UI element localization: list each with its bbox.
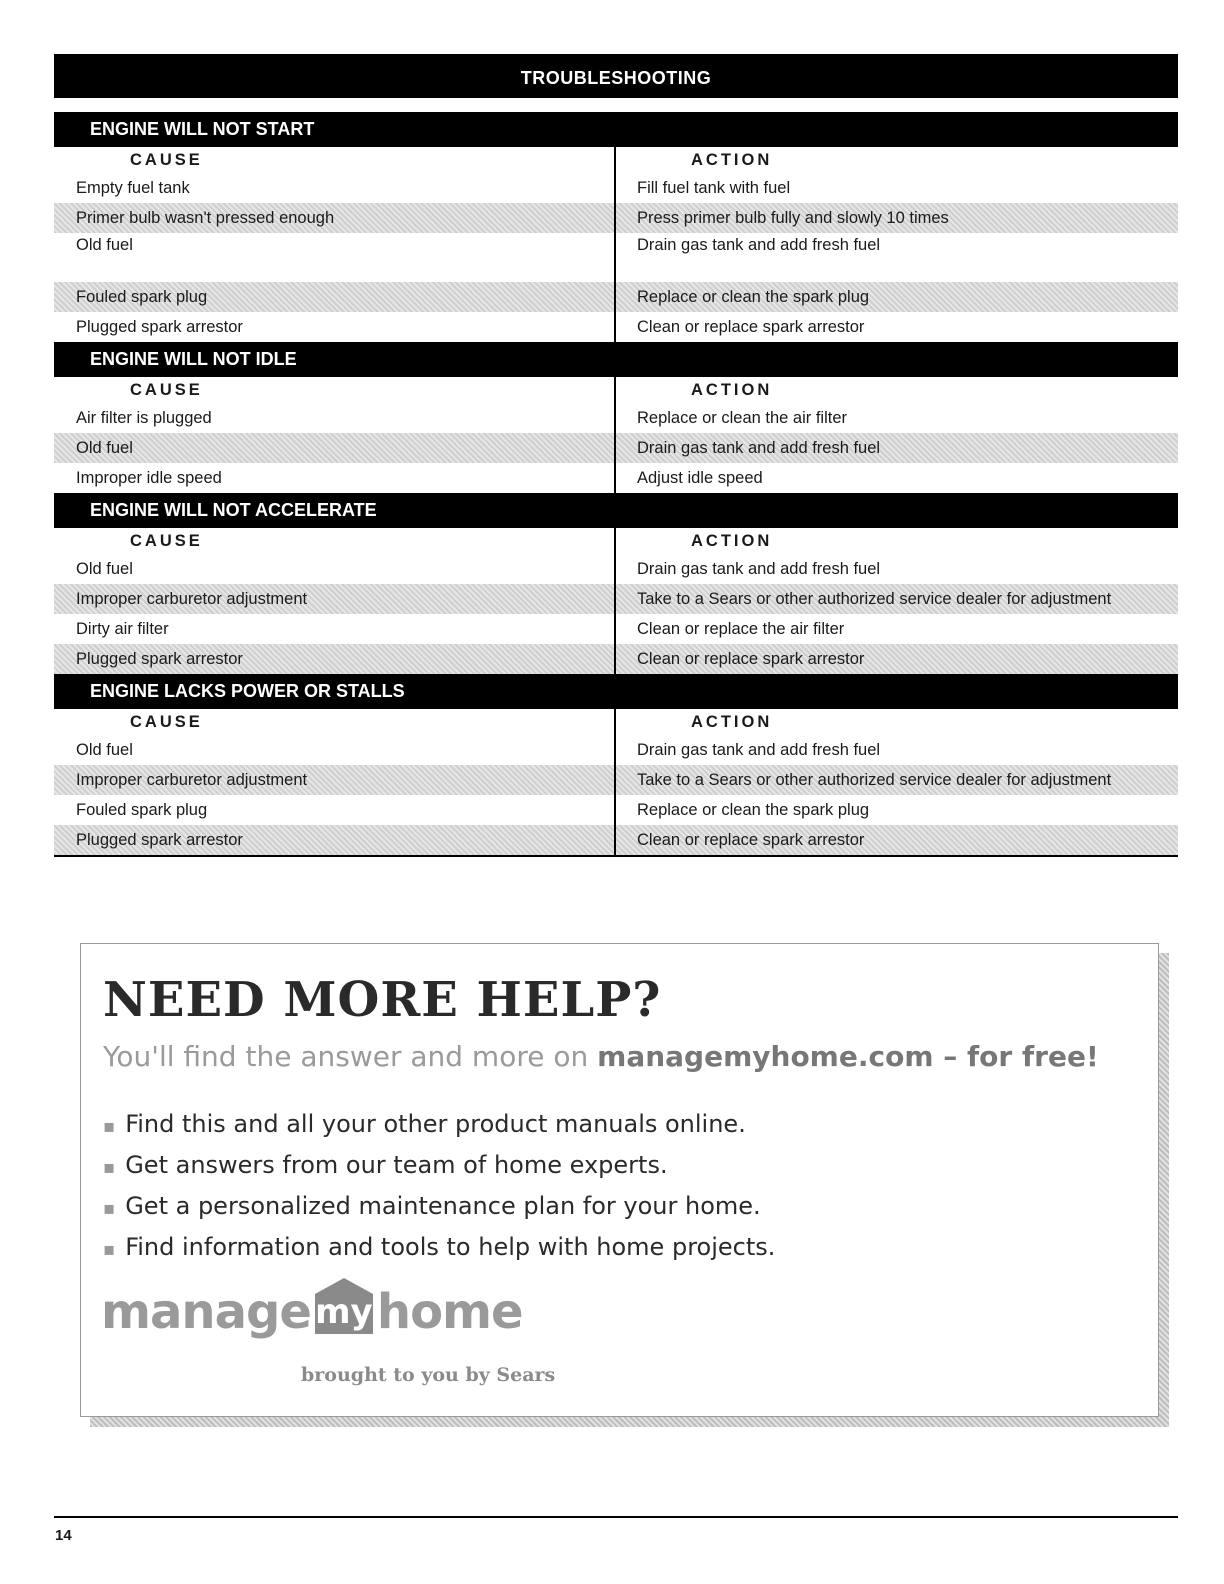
help-title: NEED MORE HELP? [103, 972, 662, 1028]
cause-header: CAUSE [130, 712, 203, 731]
table-row [54, 614, 1178, 644]
bullet-icon: ▪ [103, 1157, 116, 1178]
cause-cell: Old fuel [76, 438, 133, 457]
section-heading: ENGINE WILL NOT ACCELERATE [54, 493, 1178, 528]
action-cell: Clean or replace spark arrestor [637, 317, 865, 336]
table-row [54, 282, 1178, 312]
column-headers [54, 709, 1178, 735]
action-header: ACTION [691, 380, 773, 399]
cause-cell: Old fuel [76, 740, 133, 759]
need-more-help-box [80, 943, 1159, 1417]
table-row [54, 312, 1178, 342]
cause-cell: Old fuel [76, 559, 133, 578]
action-cell: Adjust idle speed [637, 468, 763, 487]
action-cell: Drain gas tank and add fresh fuel [637, 236, 881, 254]
action-cell: Replace or clean the spark plug [637, 800, 870, 819]
table-row [54, 173, 1178, 203]
table-row [54, 735, 1178, 765]
action-cell: Replace or clean the spark plug [637, 287, 870, 306]
page-number: 14 [55, 1527, 72, 1544]
section-engine-will-not-start [54, 112, 1178, 342]
cause-cell: Improper carburetor adjustment [76, 770, 308, 789]
action-cell: Press primer bulb fully and slowly 10 times [637, 208, 949, 227]
cause-cell: Primer bulb wasn't pressed enough [76, 208, 335, 227]
cause-cell: Empty fuel tank [76, 178, 190, 197]
list-item: ▪ Find this and all your other product manuals online. [103, 1110, 746, 1138]
cause-header: CAUSE [130, 531, 203, 550]
action-header: ACTION [691, 712, 773, 731]
list-item: ▪ Find information and tools to help with home projects. [103, 1233, 776, 1261]
list-item: ▪ Get answers from our team of home experts. [103, 1151, 668, 1179]
action-cell: Clean or replace spark arrestor [637, 830, 865, 849]
section-engine-will-not-accelerate [54, 493, 1178, 674]
cause-cell: Improper carburetor adjustment [76, 589, 308, 608]
action-cell: Drain gas tank and add fresh fuel [637, 438, 881, 457]
section-engine-will-not-idle [54, 342, 1178, 493]
help-subtitle-site: managemyhome.com – for free! [597, 1040, 1099, 1073]
action-cell: Drain gas tank and add fresh fuel [637, 740, 881, 759]
footer-divider [54, 1516, 1178, 1518]
cause-cell: Fouled spark plug [76, 800, 208, 819]
section-heading: ENGINE LACKS POWER OR STALLS [54, 674, 1178, 709]
action-cell: Fill fuel tank with fuel [637, 178, 791, 197]
table-row [54, 463, 1178, 493]
cause-cell: Fouled spark plug [76, 287, 208, 306]
table-row [54, 825, 1178, 855]
bullet-icon: ▪ [103, 1239, 116, 1260]
action-cell: Take to a Sears or other authorized service dealer for adjustment [637, 770, 1112, 789]
column-headers [54, 377, 1178, 403]
help-subtitle [103, 1040, 1099, 1073]
section-engine-lacks-power [54, 674, 1178, 857]
bullet-icon: ▪ [103, 1198, 116, 1219]
brought-to-you-by: brought to you by Sears [301, 1364, 556, 1386]
section-heading: ENGINE WILL NOT IDLE [54, 342, 1178, 377]
action-cell: Replace or clean the air filter [637, 408, 848, 427]
action-cell: Clean or replace spark arrestor [637, 649, 865, 668]
section-heading: ENGINE WILL NOT START [54, 112, 1178, 147]
cause-cell: Old fuel [76, 236, 133, 254]
cause-header: CAUSE [130, 380, 203, 399]
action-cell: Drain gas tank and add fresh fuel [637, 559, 881, 578]
table-row [54, 403, 1178, 433]
help-bullet-list [103, 1104, 775, 1268]
column-headers [54, 528, 1178, 554]
cause-cell: Plugged spark arrestor [76, 830, 243, 849]
table-row [54, 644, 1178, 674]
action-header: ACTION [691, 150, 773, 169]
house-icon: my [315, 1278, 373, 1340]
table-row [54, 233, 1178, 282]
table-row [54, 554, 1178, 584]
table-row [54, 584, 1178, 614]
table-title: TROUBLESHOOTING [54, 54, 1178, 98]
managemyhome-logo: manage my home [101, 1280, 523, 1340]
cause-cell: Air filter is plugged [76, 408, 212, 427]
help-subtitle-lead: You'll find the answer and more on [103, 1040, 589, 1073]
list-item: ▪ Get a personalized maintenance plan for your home. [103, 1192, 761, 1220]
table-row [54, 433, 1178, 463]
table-row [54, 203, 1178, 233]
action-cell: Take to a Sears or other authorized service dealer for adjustment [637, 589, 1112, 608]
table-row [54, 765, 1178, 795]
cause-cell: Improper idle speed [76, 468, 222, 487]
column-headers [54, 147, 1178, 173]
cause-cell: Dirty air filter [76, 619, 169, 638]
bullet-icon: ▪ [103, 1116, 116, 1137]
action-cell: Clean or replace the air filter [637, 619, 845, 638]
cause-cell: Plugged spark arrestor [76, 649, 243, 668]
table-row [54, 795, 1178, 825]
action-header: ACTION [691, 531, 773, 550]
cause-cell: Plugged spark arrestor [76, 317, 243, 336]
troubleshooting-table [54, 54, 1178, 857]
cause-header: CAUSE [130, 150, 203, 169]
